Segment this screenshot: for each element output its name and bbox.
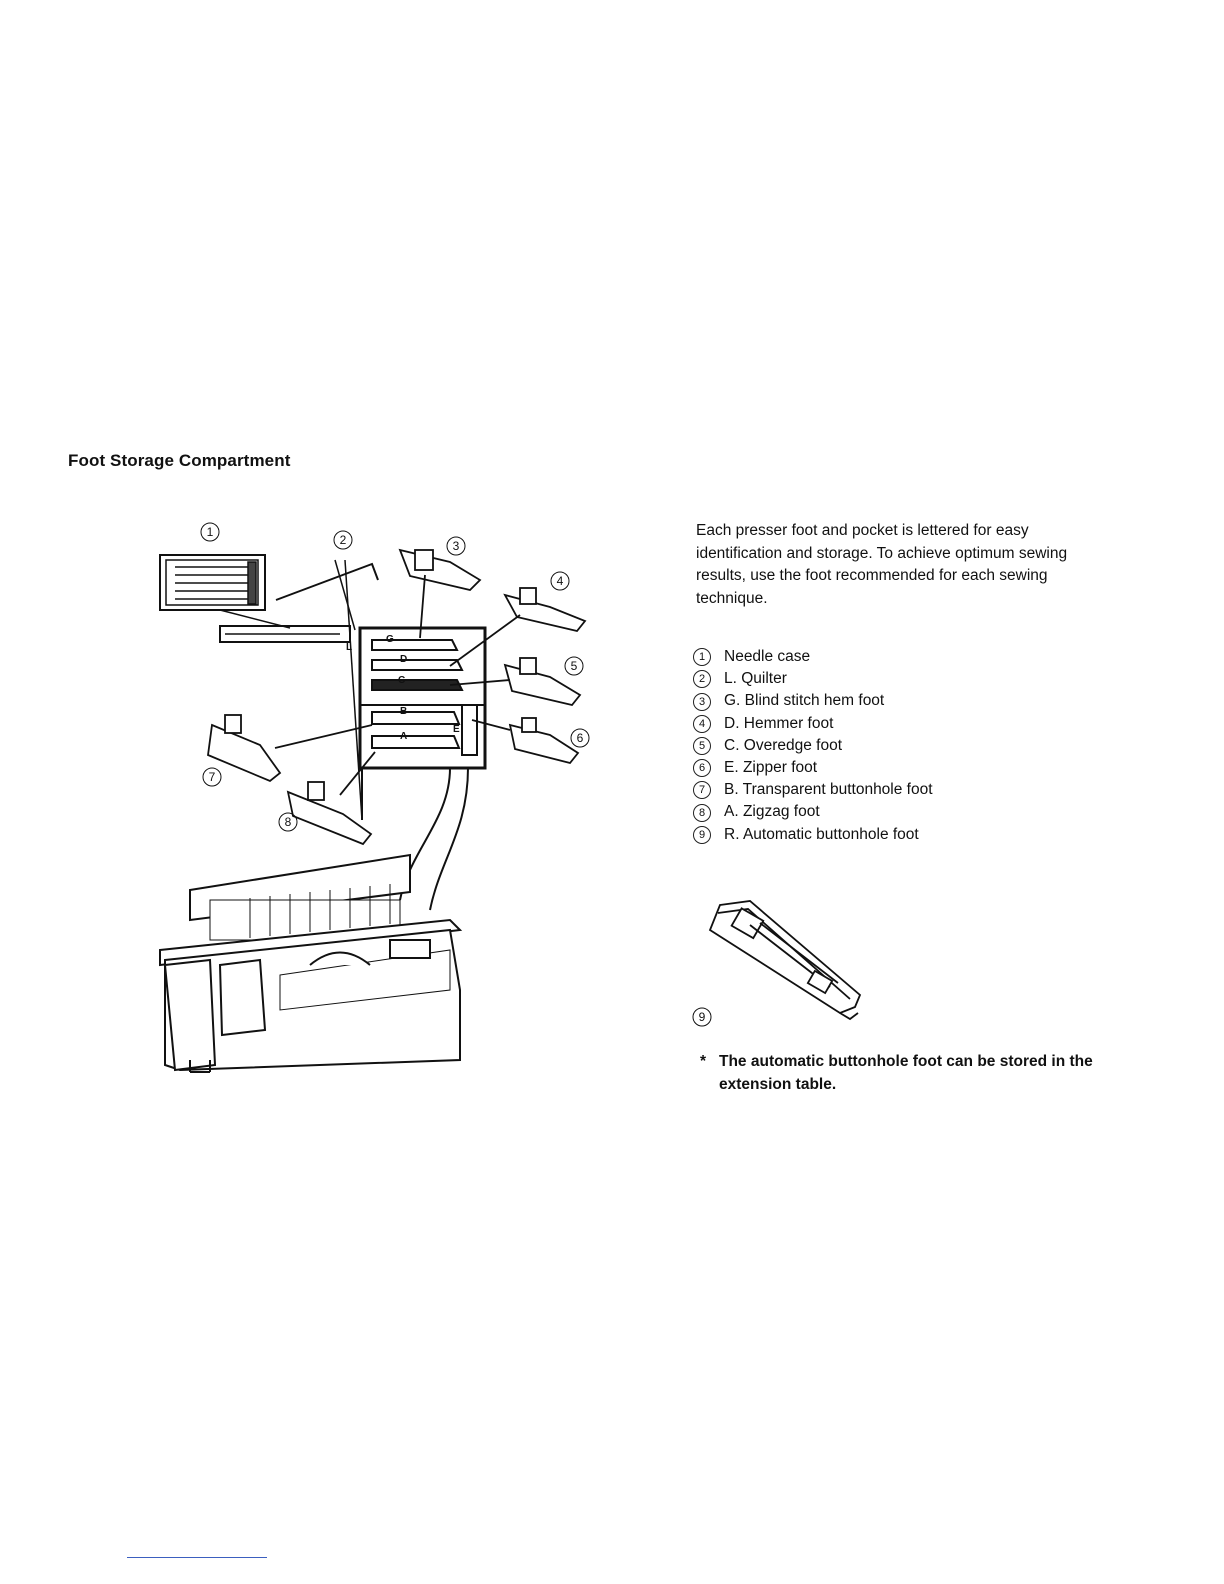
callout-1 <box>201 523 219 541</box>
callout-9: 9 <box>698 1010 706 1024</box>
item-number: 4 <box>693 715 711 733</box>
item-number: 3 <box>693 693 711 711</box>
transparent-buttonhole-foot-drawing <box>208 715 372 781</box>
list-item <box>693 801 933 823</box>
item-label: D. Hemmer foot <box>724 714 834 732</box>
item-label: G. Blind stitch hem foot <box>724 692 885 710</box>
foot-storage-illustration <box>150 520 620 1090</box>
quilter-letter-l: L <box>346 642 353 653</box>
item-number: 8 <box>693 804 711 822</box>
needle-case-drawing <box>160 555 265 610</box>
blind-stitch-foot-drawing <box>400 550 480 638</box>
intro-paragraph: Each presser foot and pocket is lettered for easy identification and storage. To achieve optimum sewing results, use the foot recommended for each sewing technique. <box>696 522 1068 607</box>
item-label: L. Quilter <box>724 670 787 688</box>
item-number: 6 <box>693 759 711 777</box>
storage-note <box>700 1050 1139 1096</box>
item-label: B. Transparent buttonhole foot <box>724 781 933 799</box>
item-number: 9 <box>693 826 711 844</box>
parts-list <box>693 646 933 846</box>
item-label: A. Zigzag foot <box>724 803 820 821</box>
item-number: 2 <box>693 670 711 688</box>
list-item <box>693 713 933 735</box>
pocket-letter-g: G <box>386 634 394 645</box>
note-marker: * <box>700 1053 707 1070</box>
list-item <box>693 735 933 757</box>
callout-5 <box>565 657 583 675</box>
svg-text:1: 1 <box>206 525 214 539</box>
pocket-letter-d: D <box>400 654 408 665</box>
callout-6 <box>571 729 589 747</box>
pocket-letter-c: C <box>398 675 406 686</box>
pocket-letter-a: A <box>400 731 408 742</box>
footer-rule <box>127 1557 267 1558</box>
item-number: 5 <box>693 737 711 755</box>
sewing-machine-drawing <box>160 855 460 1072</box>
svg-text:5: 5 <box>570 659 578 673</box>
pocket-letter-b: B <box>400 706 408 717</box>
list-item <box>693 824 933 846</box>
svg-text:7: 7 <box>208 770 216 784</box>
item-number: 7 <box>693 781 711 799</box>
item-label: C. Overedge foot <box>724 736 843 754</box>
callout-3 <box>447 537 465 555</box>
item-label: R. Automatic buttonhole foot <box>724 825 919 843</box>
list-item <box>693 668 933 690</box>
svg-text:4: 4 <box>556 574 564 588</box>
svg-text:8: 8 <box>284 815 292 829</box>
list-item <box>693 646 933 668</box>
callout-7 <box>203 768 221 786</box>
pocket-letter-e: E <box>453 724 460 735</box>
list-item <box>693 757 933 779</box>
list-item <box>693 779 933 801</box>
callout-8 <box>279 813 297 831</box>
automatic-buttonhole-foot-illustration <box>690 895 880 1030</box>
svg-text:3: 3 <box>452 539 460 553</box>
note-text: The automatic buttonhole foot can be stored in the extension table. <box>719 1053 1093 1093</box>
page-title: Foot Storage Compartment <box>68 451 291 470</box>
item-label: Needle case <box>724 648 811 665</box>
list-item <box>693 690 933 712</box>
item-number: 1 <box>693 648 711 666</box>
svg-text:6: 6 <box>576 731 584 745</box>
item-label: E. Zipper foot <box>724 759 818 777</box>
callout-2 <box>334 531 352 549</box>
callout-4 <box>551 572 569 590</box>
zipper-foot-drawing <box>472 718 578 763</box>
svg-text:2: 2 <box>339 533 347 547</box>
